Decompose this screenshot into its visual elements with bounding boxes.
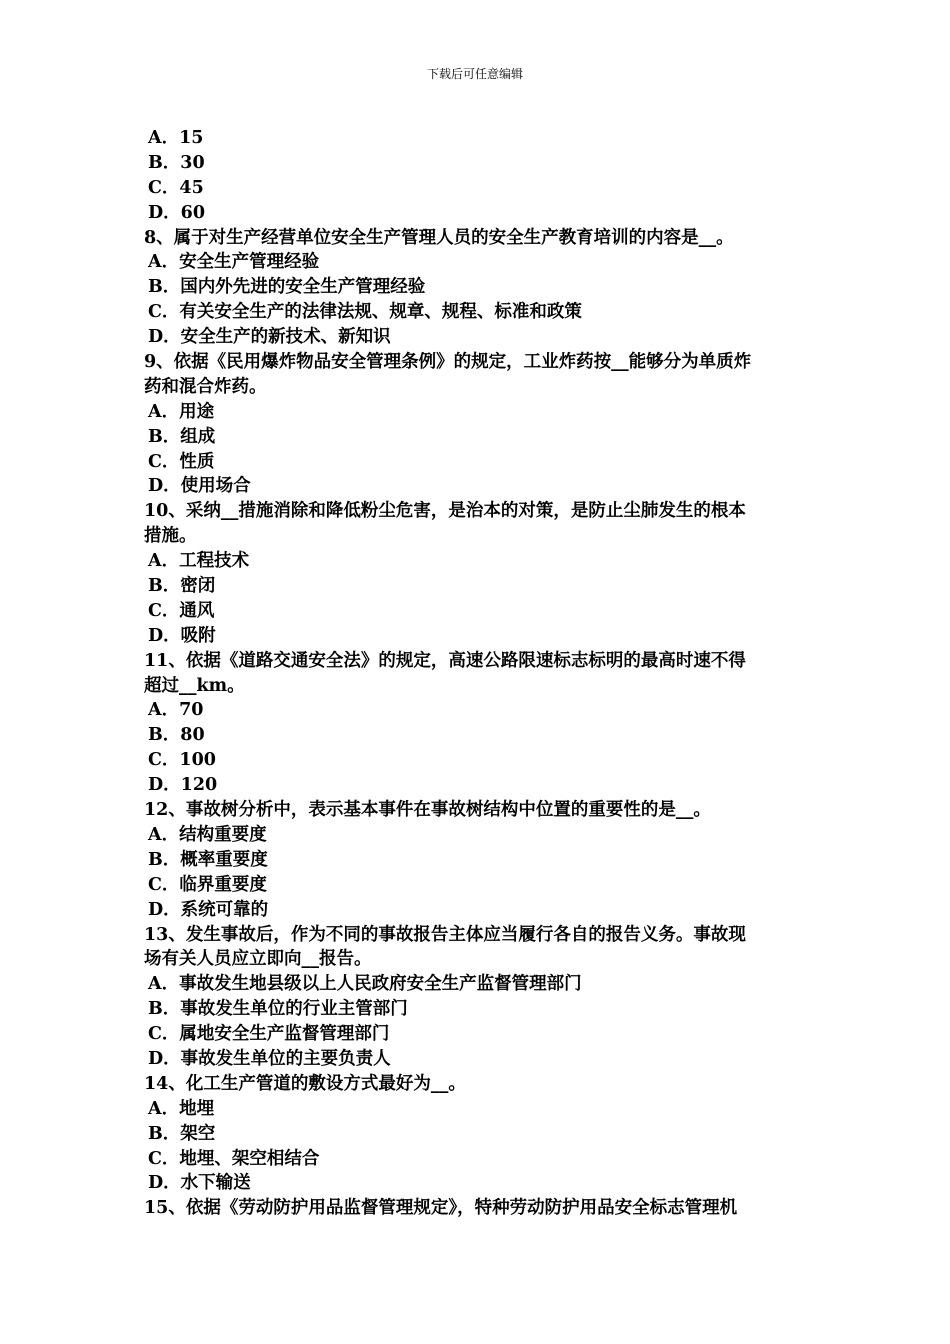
- answer-option: C．通风: [148, 600, 215, 621]
- answer-option: B．30: [148, 152, 205, 173]
- answer-option: D．60: [148, 202, 206, 223]
- question-text: 措施。: [144, 526, 197, 547]
- answer-option: C．临界重要度: [148, 874, 267, 895]
- answer-option: D．事故发生单位的主要负责人: [148, 1048, 391, 1069]
- answer-option: C．地埋、架空相结合: [148, 1148, 320, 1169]
- answer-option: C．100: [148, 750, 216, 771]
- answer-option: A．15: [148, 128, 204, 148]
- question-text: 8、属于对生产经营单位安全生产管理人员的安全生产教育培训的内容是__。: [144, 227, 734, 248]
- answer-option: A．用途: [148, 401, 215, 422]
- page-header: 下载后可任意编辑: [426, 67, 523, 81]
- question-text: 药和混合炸药。: [144, 376, 267, 397]
- answer-option: A．结构重要度: [148, 824, 267, 845]
- question-text: 13、发生事故后，作为不同的事故报告主体应当履行各自的报告义务。事故现: [144, 924, 746, 945]
- question-text: 10、采纳__措施消除和降低粉尘危害，是治本的对策，是防止尘肺发生的根本: [144, 501, 746, 522]
- answer-option: A．事故发生地县级以上人民政府安全生产监督管理部门: [148, 974, 582, 995]
- answer-option: B．架空: [148, 1123, 216, 1144]
- answer-option: A．70: [148, 700, 204, 721]
- question-text: 12、事故树分析中，表示基本事件在事故树结构中位置的重要性的是__。: [144, 800, 711, 821]
- answer-option: D．系统可靠的: [148, 899, 269, 920]
- answer-option: B．组成: [148, 426, 216, 447]
- answer-option: B．国内外先进的安全生产管理经验: [148, 277, 426, 298]
- answer-option: B．事故发生单位的行业主管部门: [148, 999, 408, 1020]
- answer-option: B．80: [148, 725, 205, 746]
- answer-option: A．工程技术: [148, 551, 250, 572]
- answer-option: D．水下输送: [148, 1173, 251, 1194]
- answer-option: D．120: [148, 775, 218, 796]
- answer-option: C．45: [148, 177, 204, 198]
- document-body: [144, 126, 808, 1221]
- answer-option: B．密闭: [148, 576, 216, 597]
- answer-option: D．使用场合: [148, 476, 251, 497]
- question-text: 场有关人员应立即向__报告。: [144, 949, 372, 970]
- answer-option: B．概率重要度: [148, 849, 268, 870]
- question-text: 14、化工生产管道的敷设方式最好为__。: [144, 1073, 466, 1094]
- answer-option: C．有关安全生产的法律法规、规章、规程、标准和政策: [148, 302, 582, 323]
- answer-option: C．属地安全生产监督管理部门: [148, 1024, 390, 1045]
- answer-option: A．安全生产管理经验: [148, 252, 320, 273]
- question-text: 超过__km。: [144, 675, 245, 696]
- answer-option: D．安全生产的新技术、新知识: [148, 327, 391, 348]
- question-text: 9、依据《民用爆炸物品安全管理条例》的规定，工业炸药按__能够分为单质炸: [144, 352, 752, 373]
- answer-option: C．性质: [148, 451, 215, 472]
- question-text: 15、依据《劳动防护用品监督管理规定》，特种劳动防护用品安全标志管理机: [144, 1198, 738, 1219]
- answer-option: A．地埋: [148, 1098, 215, 1119]
- question-text: 11、依据《道路交通安全法》的规定，高速公路限速标志标明的最高时速不得: [144, 650, 746, 671]
- answer-option: D．吸附: [148, 625, 216, 646]
